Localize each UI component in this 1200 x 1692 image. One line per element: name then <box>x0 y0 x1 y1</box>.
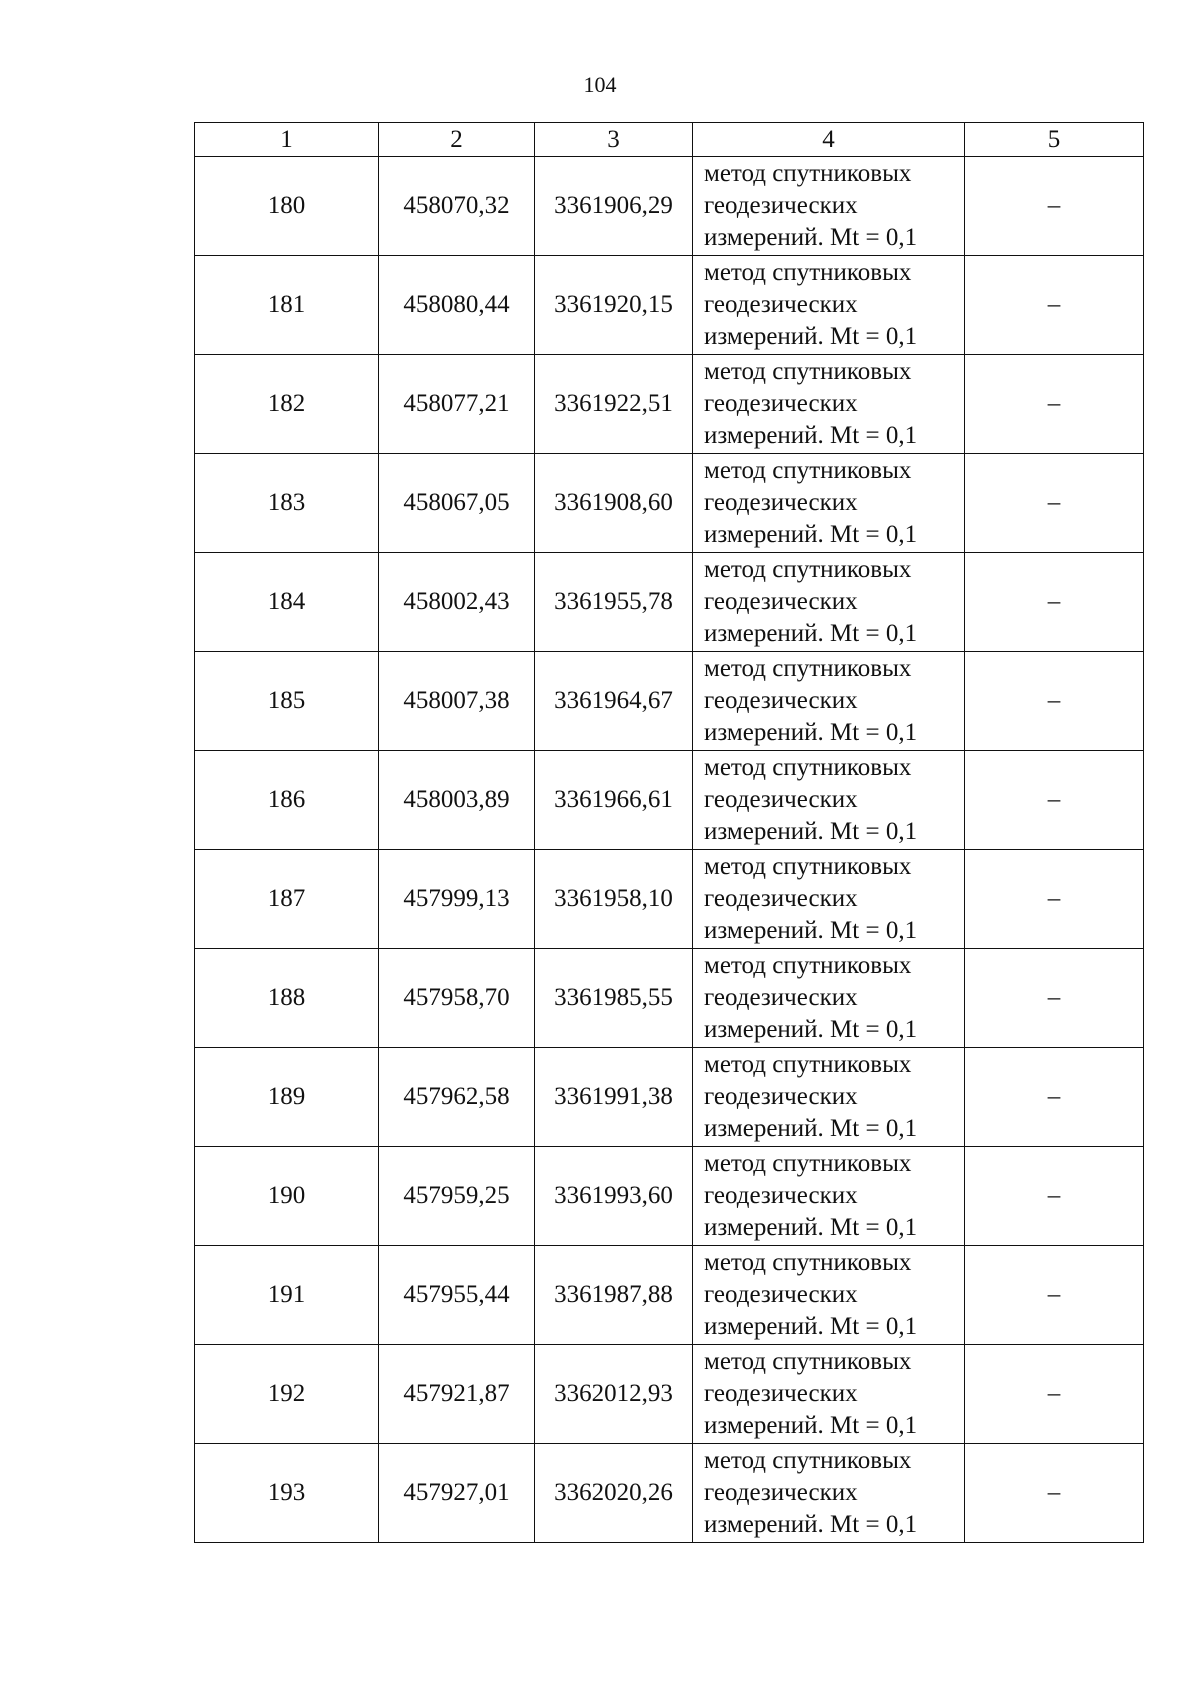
method-line: метод спутниковых <box>704 1051 912 1078</box>
note-cell: – <box>965 256 1144 355</box>
point-number-cell: 189 <box>195 1048 379 1147</box>
note-cell: – <box>965 454 1144 553</box>
y-coordinate-cell: 3362012,93 <box>535 1345 693 1444</box>
y-coordinate-cell: 3361906,29 <box>535 157 693 256</box>
method-line: геодезических <box>704 687 858 714</box>
point-number-cell: 191 <box>195 1246 379 1345</box>
x-coordinate-cell: 458077,21 <box>379 355 535 454</box>
note-cell: – <box>965 157 1144 256</box>
x-coordinate-cell: 457921,87 <box>379 1345 535 1444</box>
table-row <box>195 553 1144 652</box>
method-line: геодезических <box>704 1182 858 1209</box>
point-number-cell: 193 <box>195 1444 379 1543</box>
method-line: измерений. Mt = 0,1 <box>704 1016 918 1043</box>
y-coordinate-cell: 3362020,26 <box>535 1444 693 1543</box>
table-header-row <box>195 123 1144 157</box>
method-line: метод спутниковых <box>704 754 912 781</box>
note-cell: – <box>965 553 1144 652</box>
method-line: геодезических <box>704 984 858 1011</box>
y-coordinate-cell: 3361966,61 <box>535 751 693 850</box>
y-coordinate-cell: 3361991,38 <box>535 1048 693 1147</box>
point-number-cell: 185 <box>195 652 379 751</box>
method-line: метод спутниковых <box>704 457 912 484</box>
method-line: метод спутниковых <box>704 556 912 583</box>
method-line: геодезических <box>704 885 858 912</box>
x-coordinate-cell: 457999,13 <box>379 850 535 949</box>
y-coordinate-cell: 3361908,60 <box>535 454 693 553</box>
table-row <box>195 1246 1144 1345</box>
method-cell <box>693 850 965 949</box>
method-line: метод спутниковых <box>704 1150 912 1177</box>
method-line: измерений. Mt = 0,1 <box>704 1412 918 1439</box>
note-cell: – <box>965 1246 1144 1345</box>
method-line: геодезических <box>704 786 858 813</box>
table-row <box>195 355 1144 454</box>
method-line: измерений. Mt = 0,1 <box>704 818 918 845</box>
method-line: геодезических <box>704 1380 858 1407</box>
method-line: метод спутниковых <box>704 952 912 979</box>
y-coordinate-cell: 3361964,67 <box>535 652 693 751</box>
x-coordinate-cell: 457959,25 <box>379 1147 535 1246</box>
method-cell <box>693 949 965 1048</box>
coordinates-table <box>194 122 1144 1543</box>
method-cell <box>693 157 965 256</box>
point-number-cell: 190 <box>195 1147 379 1246</box>
table-row <box>195 454 1144 553</box>
y-coordinate-cell: 3361958,10 <box>535 850 693 949</box>
header-cell-1: 1 <box>195 123 379 157</box>
point-number-cell: 181 <box>195 256 379 355</box>
point-number-cell: 186 <box>195 751 379 850</box>
point-number-cell: 184 <box>195 553 379 652</box>
method-line: метод спутниковых <box>704 853 912 880</box>
method-line: измерений. Mt = 0,1 <box>704 422 918 449</box>
method-cell <box>693 454 965 553</box>
note-cell: – <box>965 949 1144 1048</box>
note-cell: – <box>965 355 1144 454</box>
note-cell: – <box>965 652 1144 751</box>
table-row <box>195 1345 1144 1444</box>
table-body <box>195 157 1144 1543</box>
table-row <box>195 157 1144 256</box>
point-number-cell: 183 <box>195 454 379 553</box>
method-line: метод спутниковых <box>704 358 912 385</box>
x-coordinate-cell: 457958,70 <box>379 949 535 1048</box>
note-cell: – <box>965 751 1144 850</box>
method-line: геодезических <box>704 291 858 318</box>
x-coordinate-cell: 457962,58 <box>379 1048 535 1147</box>
x-coordinate-cell: 458002,43 <box>379 553 535 652</box>
table-row <box>195 1048 1144 1147</box>
point-number-cell: 187 <box>195 850 379 949</box>
method-line: измерений. Mt = 0,1 <box>704 521 918 548</box>
method-line: метод спутниковых <box>704 1348 912 1375</box>
x-coordinate-cell: 458007,38 <box>379 652 535 751</box>
page-number: 104 <box>583 72 617 97</box>
method-line: измерений. Mt = 0,1 <box>704 1511 918 1538</box>
method-cell <box>693 355 965 454</box>
note-cell: – <box>965 1444 1144 1543</box>
method-line: измерений. Mt = 0,1 <box>704 1214 918 1241</box>
method-cell <box>693 1147 965 1246</box>
method-line: метод спутниковых <box>704 259 912 286</box>
method-line: измерений. Mt = 0,1 <box>704 917 918 944</box>
method-line: метод спутниковых <box>704 1249 912 1276</box>
table-row <box>195 1147 1144 1246</box>
table-row <box>195 1444 1144 1543</box>
x-coordinate-cell: 458067,05 <box>379 454 535 553</box>
y-coordinate-cell: 3361985,55 <box>535 949 693 1048</box>
table-row <box>195 751 1144 850</box>
method-line: геодезических <box>704 489 858 516</box>
note-cell: – <box>965 850 1144 949</box>
y-coordinate-cell: 3361993,60 <box>535 1147 693 1246</box>
point-number-cell: 192 <box>195 1345 379 1444</box>
x-coordinate-cell: 458080,44 <box>379 256 535 355</box>
method-cell <box>693 1444 965 1543</box>
table-row <box>195 256 1144 355</box>
method-line: метод спутниковых <box>704 655 912 682</box>
header-cell-5: 5 <box>965 123 1144 157</box>
point-number-cell: 188 <box>195 949 379 1048</box>
method-cell <box>693 652 965 751</box>
method-line: геодезических <box>704 192 858 219</box>
table-row <box>195 850 1144 949</box>
note-cell: – <box>965 1147 1144 1246</box>
method-line: измерений. Mt = 0,1 <box>704 1115 918 1142</box>
method-cell <box>693 1246 965 1345</box>
method-line: измерений. Mt = 0,1 <box>704 224 918 251</box>
header-cell-2: 2 <box>379 123 535 157</box>
y-coordinate-cell: 3361922,51 <box>535 355 693 454</box>
header-cell-3: 3 <box>535 123 693 157</box>
method-cell <box>693 1048 965 1147</box>
method-cell <box>693 553 965 652</box>
point-number-cell: 182 <box>195 355 379 454</box>
method-cell <box>693 751 965 850</box>
x-coordinate-cell: 458003,89 <box>379 751 535 850</box>
y-coordinate-cell: 3361955,78 <box>535 553 693 652</box>
point-number-cell: 180 <box>195 157 379 256</box>
method-cell <box>693 256 965 355</box>
method-line: геодезических <box>704 1479 858 1506</box>
method-line: измерений. Mt = 0,1 <box>704 620 918 647</box>
method-line: геодезических <box>704 390 858 417</box>
method-cell <box>693 1345 965 1444</box>
x-coordinate-cell: 457955,44 <box>379 1246 535 1345</box>
method-line: измерений. Mt = 0,1 <box>704 719 918 746</box>
method-line: измерений. Mt = 0,1 <box>704 323 918 350</box>
table-row <box>195 652 1144 751</box>
method-line: измерений. Mt = 0,1 <box>704 1313 918 1340</box>
x-coordinate-cell: 458070,32 <box>379 157 535 256</box>
note-cell: – <box>965 1048 1144 1147</box>
method-line: геодезических <box>704 1281 858 1308</box>
method-line: геодезических <box>704 588 858 615</box>
note-cell: – <box>965 1345 1144 1444</box>
y-coordinate-cell: 3361920,15 <box>535 256 693 355</box>
method-line: метод спутниковых <box>704 1447 912 1474</box>
header-cell-4: 4 <box>693 123 965 157</box>
method-line: геодезических <box>704 1083 858 1110</box>
y-coordinate-cell: 3361987,88 <box>535 1246 693 1345</box>
method-line: метод спутниковых <box>704 160 912 187</box>
table-row <box>195 949 1144 1048</box>
x-coordinate-cell: 457927,01 <box>379 1444 535 1543</box>
